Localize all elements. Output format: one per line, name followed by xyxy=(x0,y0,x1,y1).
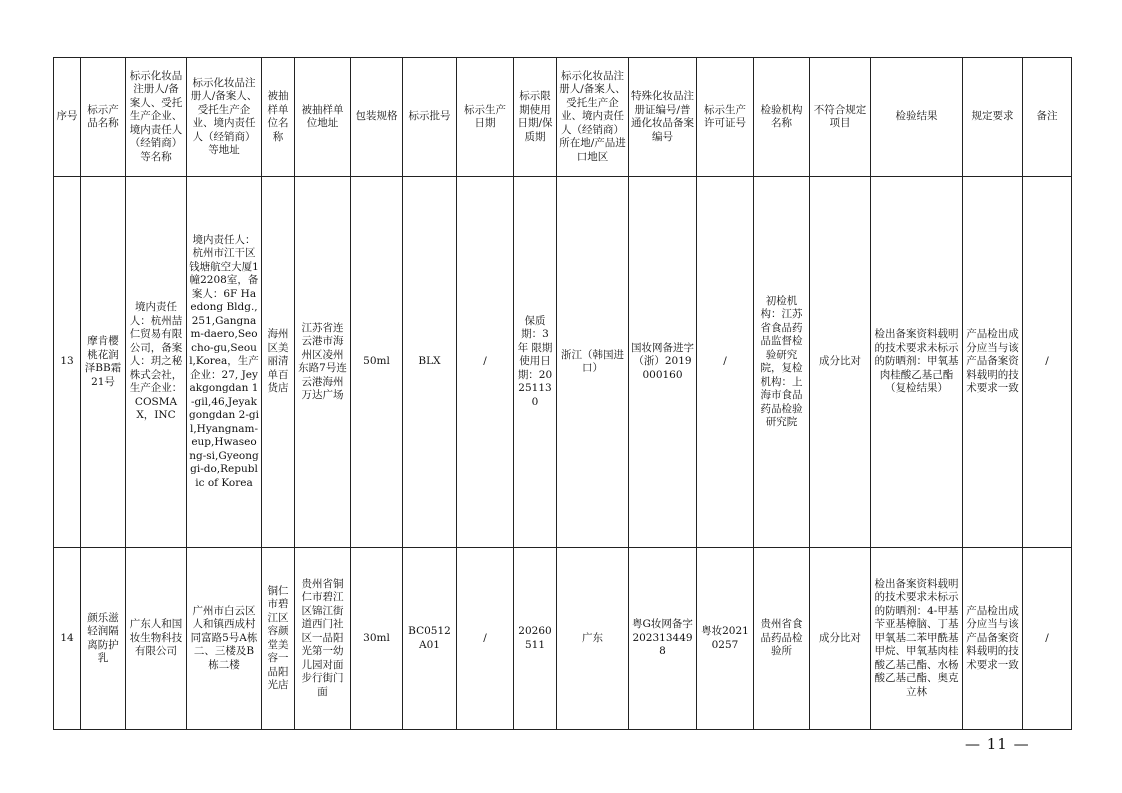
header-registration-number: 特殊化妆品注册证编号/普通化妆品备案编号 xyxy=(629,58,697,177)
header-remarks: 备注 xyxy=(1023,58,1072,177)
inspection-results-sheet xyxy=(53,57,1071,730)
header-origin-region: 标示化妆品注册人/备案人、受托生产企业、境内责任人（经销商）所在地/产品进口地区 xyxy=(557,58,629,177)
cell-requirement: 产品检出成分应当与该产品备案资料载明的技术要求一致 xyxy=(963,177,1023,548)
table-body xyxy=(54,177,1072,730)
cell-production-date: / xyxy=(457,548,514,730)
cell-origin-region: 浙江（韩国进口） xyxy=(557,177,629,548)
cell-package-spec: 50ml xyxy=(351,177,403,548)
header-batch-number: 标示批号 xyxy=(403,58,457,177)
cell-testing-institution: 初检机构：江苏省食品药品监督检验研究院，复检机构：上海市食品药品检验研究院 xyxy=(754,177,810,548)
cell-nonconforming-item: 成分比对 xyxy=(810,177,871,548)
header-sampled-unit-name: 被抽样单位名称 xyxy=(262,58,295,177)
table-row xyxy=(54,548,1072,730)
cell-testing-institution: 贵州省食品药品检验所 xyxy=(754,548,810,730)
header-requirement: 规定要求 xyxy=(963,58,1023,177)
cell-production-license: 粤妆20210257 xyxy=(697,548,754,730)
cell-production-date: / xyxy=(457,177,514,548)
header-product-name: 标示产品名称 xyxy=(81,58,126,177)
inspection-results-table xyxy=(53,57,1072,730)
cell-batch-number: BC0512A01 xyxy=(403,548,457,730)
header-package-spec: 包装规格 xyxy=(351,58,403,177)
cell-sampled-unit-address: 贵州省铜仁市碧江区锦江街道西门社区一品阳光第一幼儿园对面步行街门面 xyxy=(295,548,351,730)
cell-product-name: 摩肯樱桃花润泽BB霜21号 xyxy=(81,177,126,548)
cell-remarks: / xyxy=(1023,548,1072,730)
cell-registration-number: 粤G妆网备字2023134498 xyxy=(629,548,697,730)
header-testing-institution: 检验机构名称 xyxy=(754,58,810,177)
cell-sampled-unit-name: 铜仁市碧江区容颜堂美容一品阳光店 xyxy=(262,548,295,730)
page-number: — 11 — xyxy=(965,735,1030,753)
cell-registrant-address: 广州市白云区人和镇西成村同富路5号A栋二、三楼及B栋二楼 xyxy=(187,548,262,730)
cell-batch-number: BLX xyxy=(403,177,457,548)
cell-test-result: 检出备案资料载明的技术要求未标示的防晒剂：甲氧基肉桂酸乙基己酯（复检结果） xyxy=(871,177,963,548)
cell-remarks: / xyxy=(1023,177,1072,548)
header-serial-number: 序号 xyxy=(54,58,81,177)
header-nonconforming-item: 不符合规定项目 xyxy=(810,58,871,177)
cell-test-result: 检出备案资料载明的技术要求未标示的防晒剂：4-甲基苄亚基樟脑、丁基甲氧基二苯甲酰基甲烷、甲氧基肉桂酸乙基己酯、水杨酸乙基己酯、奥克立林 xyxy=(871,548,963,730)
cell-product-name: 颜乐滋轻润隔离防护乳 xyxy=(81,548,126,730)
cell-sampled-unit-name: 海州区美丽清单百货店 xyxy=(262,177,295,548)
header-row xyxy=(54,58,1072,177)
cell-serial-number: 14 xyxy=(54,548,81,730)
header-sampled-unit-address: 被抽样单位地址 xyxy=(295,58,351,177)
cell-nonconforming-item: 成分比对 xyxy=(810,548,871,730)
cell-expiry-date: 20260511 xyxy=(514,548,557,730)
cell-origin-region: 广东 xyxy=(557,548,629,730)
cell-package-spec: 30ml xyxy=(351,548,403,730)
header-production-date: 标示生产日期 xyxy=(457,58,514,177)
cell-registrant-address: 境内责任人：杭州市江干区钱塘航空大厦1幢2208室，备案人：6F Haedong Bldg.,251,Gangnam-daero,Seocho-gu,Seoul,Korea，生产企业：27, Jeyakgongdan 1-gil,46,Jeyakgongdan 2-gil,Hyangnam-eup,Hwaseong-si,Gyeonggi-do,Republic of Korea xyxy=(187,177,262,548)
table-header xyxy=(54,58,1072,177)
header-registrant-address: 标示化妆品注册人/备案人、受托生产企业、境内责任人（经销商）等地址 xyxy=(187,58,262,177)
cell-requirement: 产品检出成分应当与该产品备案资料载明的技术要求一致 xyxy=(963,548,1023,730)
cell-serial-number: 13 xyxy=(54,177,81,548)
cell-production-license: / xyxy=(697,177,754,548)
header-production-license: 标示生产许可证号 xyxy=(697,58,754,177)
table-row xyxy=(54,177,1072,548)
cell-registrant-name: 境内责任人：杭州喆仁贸易有限公司，备案人：玥之秘株式会社，生产企业：COSMAX，INC xyxy=(126,177,187,548)
cell-registration-number: 国妆网备进字（浙）2019000160 xyxy=(629,177,697,548)
header-expiry-date: 标示限期使用日期/保质期 xyxy=(514,58,557,177)
header-test-result: 检验结果 xyxy=(871,58,963,177)
cell-registrant-name: 广东人和国妆生物科技有限公司 xyxy=(126,548,187,730)
cell-sampled-unit-address: 江苏省连云港市海州区凌州东路7号连云港海州万达广场 xyxy=(295,177,351,548)
header-registrant-name: 标示化妆品注册人/备案人、受托生产企业、境内责任人（经销商）等名称 xyxy=(126,58,187,177)
cell-expiry-date: 保质期：3年 限期使用日期：20251130 xyxy=(514,177,557,548)
